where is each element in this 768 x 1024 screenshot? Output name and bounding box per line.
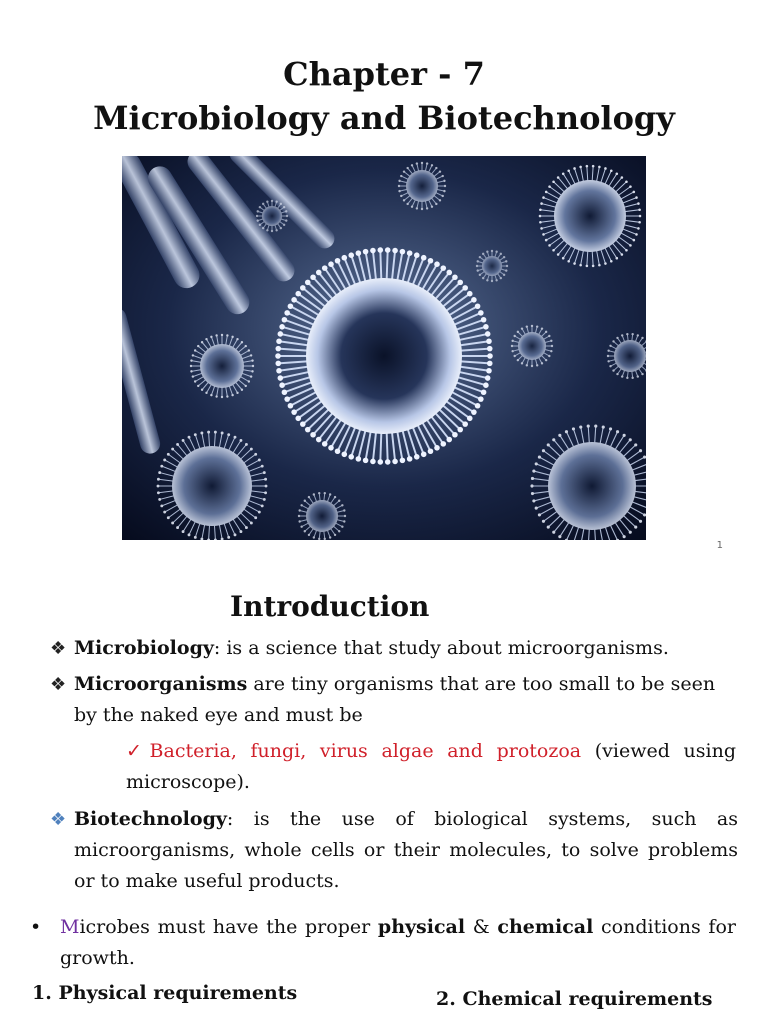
text-microbiology: : is a science that study about microorganisms. bbox=[213, 637, 669, 659]
diamond-bullet-icon: ❖ bbox=[50, 638, 67, 659]
virus-illustration-icon bbox=[122, 156, 646, 540]
checkmark-icon: ✓ bbox=[126, 740, 150, 762]
chemical-requirements-heading: 2. Chemical requirements bbox=[436, 988, 713, 1010]
bullet-biotechnology bbox=[50, 804, 738, 897]
check-text: (viewed using microscope). bbox=[126, 740, 736, 793]
bullet-microbiology bbox=[50, 633, 738, 664]
dot-text-3: conditions for growth. bbox=[60, 916, 736, 969]
bullet-microorganisms bbox=[50, 669, 738, 731]
microbe-types: Bacteria, fungi, virus algae and protozoa bbox=[149, 740, 582, 762]
dot-text-2: & bbox=[465, 916, 498, 938]
term-microorganisms: Microorganisms bbox=[74, 673, 248, 695]
dot-bullet-icon: • bbox=[30, 916, 42, 938]
dot-point-microbes bbox=[30, 912, 736, 974]
slide-number: 1 bbox=[716, 540, 723, 551]
virus-microscopy-image bbox=[122, 156, 646, 540]
check-item-microbes bbox=[126, 736, 736, 798]
chapter-title: Chapter - 7 bbox=[283, 55, 485, 93]
chapter-subtitle: Microbiology and Biotechnology bbox=[93, 99, 675, 137]
slide-2 bbox=[0, 570, 768, 1024]
physical-requirements-heading: 1. Physical requirements bbox=[32, 982, 298, 1004]
dot-text-1: icrobes must have the proper bbox=[79, 916, 378, 938]
diamond-bullet-icon: ❖ bbox=[50, 674, 67, 695]
dot-bold-chemical: chemical bbox=[497, 916, 594, 938]
term-microbiology: Microbiology bbox=[74, 637, 214, 659]
first-letter: M bbox=[60, 916, 80, 938]
diamond-bullet-blue-icon: ❖ bbox=[50, 809, 67, 830]
introduction-heading: Introduction bbox=[230, 590, 430, 623]
dot-bold-physical: physical bbox=[377, 916, 466, 938]
term-biotechnology: Biotechnology bbox=[74, 808, 227, 830]
text-biotechnology: : is the use of biological systems, such as microorganisms, whole cells or their molecules, to solve problems or to make useful products. bbox=[74, 808, 738, 892]
text-microorganisms: are tiny organisms that are too small to be seen by the naked eye and must be bbox=[74, 673, 716, 726]
